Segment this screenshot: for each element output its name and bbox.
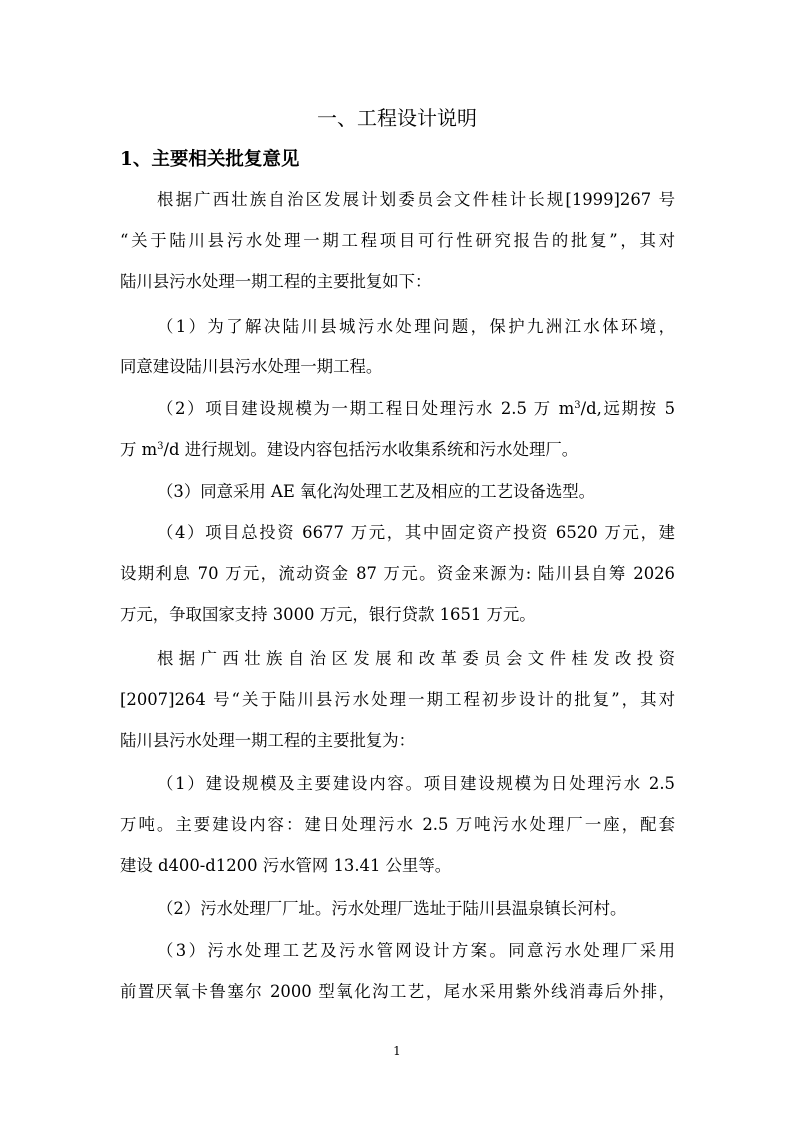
paragraph-line: 万元，争取国家支持 3000 万元，银行贷款 1651 万元。	[120, 605, 536, 624]
page-number: 1	[393, 1044, 401, 1058]
paragraph-line: 万 $m^3/d$ 进行规划。建设内容包括污水收集系统和污水处理厂。	[120, 440, 579, 459]
paragraph-line: （4）项目总投资 6677 万元，其中固定资产投资 6520 万元，建	[157, 523, 675, 542]
paragraph-line: 根据广西壮族自治区发展和改革委员会文件桂发改投资	[157, 649, 675, 668]
paragraph-line: （1）建设规模及主要建设内容。项目建设规模为日处理污水 2.5	[157, 774, 675, 793]
document-title: 一、工程设计说明	[317, 106, 477, 130]
paragraph-line: 设期利息 70 万元，流动资金 87 万元。资金来源为: 陆川县自筹 2026	[120, 564, 675, 583]
paragraph-line: 前置厌氧卡鲁塞尔 2000 型氧化沟工艺，尾水采用紫外线消毒后外排，	[120, 982, 675, 1001]
paragraph-line: 陆川县污水处理一期工程的主要批复如下：	[120, 272, 432, 291]
paragraph-line: （1）为了解决陆川县城污水处理问题，保护九洲江水体环境，	[157, 317, 675, 336]
section-heading: 1、主要相关批复意见	[120, 149, 300, 170]
paragraph-line: （3）同意采用 AE 氧化沟处理工艺及相应的工艺设备选型。	[157, 482, 596, 501]
paragraph-line: [2007]264 号“关于陆川县污水处理一期工程初步设计的批复”，其对	[120, 690, 675, 709]
paragraph-line: （3）污水处理工艺及污水管网设计方案。同意污水处理厂采用	[157, 941, 675, 960]
paragraph-line: 根据广西壮族自治区发展计划委员会文件桂计长规[1999]267 号	[157, 190, 675, 209]
paragraph-line: （2）污水处理厂厂址。污水处理厂选址于陆川县温泉镇长河村。	[157, 899, 627, 918]
paragraph-line: 陆川县污水处理一期工程的主要批复为：	[120, 731, 416, 750]
paragraph-line: （2）项目建设规模为一期工程日处理污水 2.5 万 $m^3/d$,远期按 5	[157, 399, 675, 418]
paragraph-line: “关于陆川县污水处理一期工程项目可行性研究报告的批复”，其对	[120, 231, 675, 250]
paragraph-line: 同意建设陆川县污水处理一期工程。	[120, 357, 383, 376]
paragraph-line: 建设 d400-d1200 污水管网 13.41 公里等。	[120, 856, 452, 875]
paragraph-line: 万吨。主要建设内容：建日处理污水 2.5 万吨污水处理厂一座，配套	[120, 815, 675, 834]
